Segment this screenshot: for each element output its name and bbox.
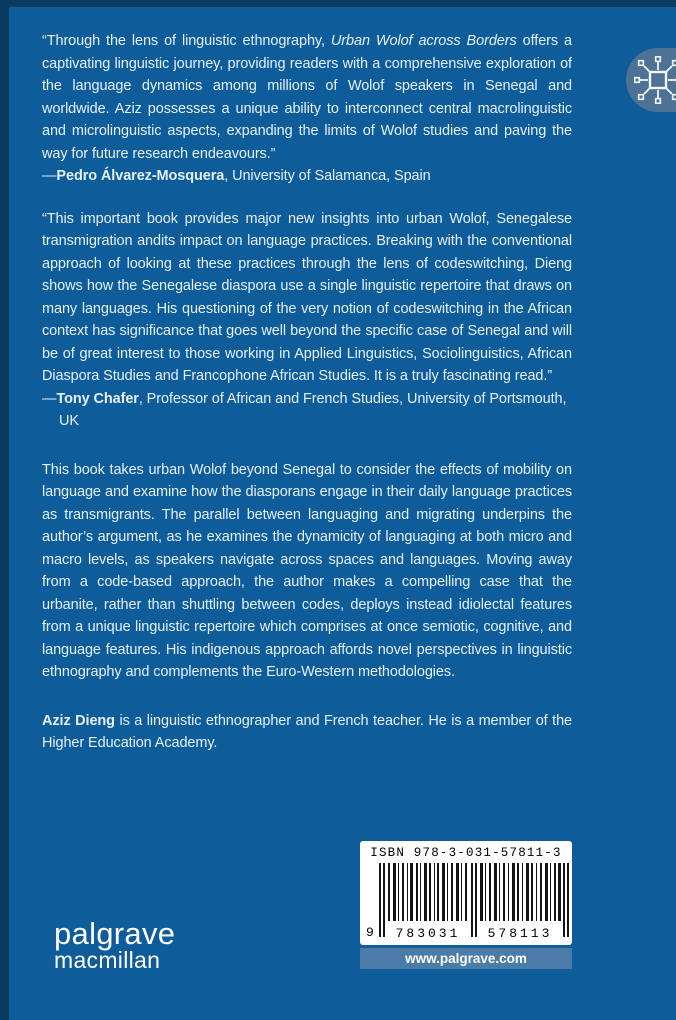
network-node-icon xyxy=(634,56,676,104)
endorser-2-name: Tony Chafer xyxy=(56,390,139,407)
quote-1-text-cont: offers a captivating linguistic journey, providing readers with a comprehensive exploration of the language dynamics among millions of Wolof speakers in Senegal and worldwide. Aziz possesses a unique ability to interconnect central macrolinguistic and microlinguistic aspects, expanding the limits of Wolof studies and paving the way for future research endeavours.” xyxy=(42,33,572,162)
author-bio xyxy=(42,710,572,755)
barcode-digits-left: 783031 xyxy=(387,926,469,941)
book-description: This book takes urban Wolof beyond Senegal to consider the effects of mobility on language and examine how the diasporans engage in their daily language practices as transmigrants. The parallel between languaging and migrating underpins the author’s argument, as he examines the dynamicity of languaging at both micro and macro levels, as speakers navigate across spaces and languages. Moving away from a code-based approach, the author makes a compelling case that the urbanite, rather than shuttling between codes, deploys instead idiolectal features from a unique linguistic repertoire which comprises at once semiotic, cognitive, and language features. His indigenous approach affords novel perspectives in linguistic ethnography and complements the Euro-Western methodologies. xyxy=(42,461,572,680)
isbn-number: ISBN 978-3-031-57811-3 xyxy=(370,846,562,860)
quote-1-text: “Through the lens of linguistic ethnography, xyxy=(42,33,331,49)
endorsement-2-attribution xyxy=(42,388,572,433)
attribution-dash: — xyxy=(42,168,57,184)
publisher-logo-macmillan: macmillan xyxy=(54,947,161,973)
barcode-digits-right: 578113 xyxy=(479,926,561,941)
attribution-dash: — xyxy=(42,390,57,407)
endorser-1-name: Pedro Álvarez-Mosquera xyxy=(56,168,225,184)
series-emblem xyxy=(626,48,676,112)
book-title-italic: Urban Wolof across Borders xyxy=(330,33,517,49)
author-bio-text: is a linguistic ethnographer and French teacher. He is a member of the Higher Education Academy. xyxy=(42,712,572,751)
barcode-bars-row xyxy=(366,863,570,941)
publisher-logo xyxy=(54,918,175,972)
endorsement-quote-1 xyxy=(42,30,572,165)
cover-edge-left xyxy=(0,0,9,1020)
endorsement-quote-2: “This important book provides major new insights into urban Wolof, Senegalese transmigration andits impact on language practices. Breaking with the conventional approach of looking at these practices through the lens of codeswitching, Dieng shows how the Senegalese diaspora use a single linguistic repertoire that draws on many languages. His questioning of the very notion of codeswitching in the African context has significance that goes well beyond the specific case of Senegal and will be of great interest to those working in Applied Linguistics, Sociolinguistics, African Diaspora Studies and Francophone African Studies. It is a truly fascinating read.” xyxy=(42,210,572,384)
cover-text-column xyxy=(42,30,572,755)
author-name: Aziz Dieng xyxy=(42,712,115,729)
endorsement-1-attribution xyxy=(42,165,572,188)
publisher-website: www.palgrave.com xyxy=(360,948,572,969)
isbn-barcode-box xyxy=(360,841,572,945)
barcode-bars xyxy=(379,863,569,941)
barcode-lead-digit: 9 xyxy=(366,925,374,940)
publisher-logo-palgrave: palgrave xyxy=(54,916,176,951)
endorser-2-affiliation: , Professor of African and French Studies, University of Portsmouth, UK xyxy=(59,390,567,429)
endorser-1-affiliation: , University of Salamanca, Spain xyxy=(224,168,431,184)
barcode-block xyxy=(360,841,572,969)
cover-edge-top xyxy=(0,0,676,7)
